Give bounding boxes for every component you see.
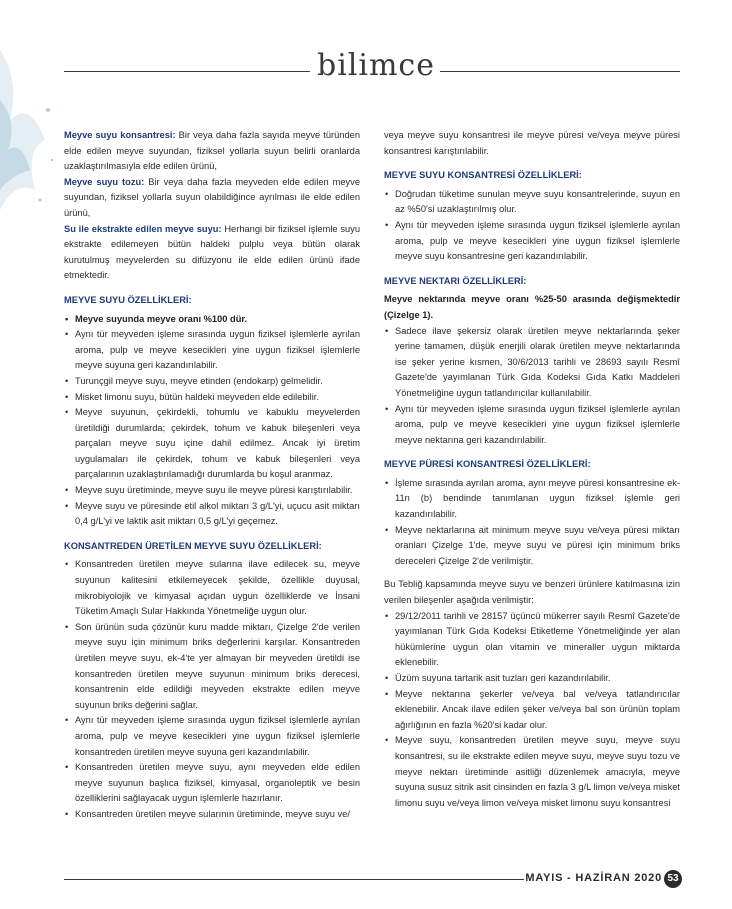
list-item: • İşleme sırasında ayrılan aroma, aynı meyve püresi konsantresine ek-11n (b) bendinde tanımlanan uygun fiziksel işlemle geri kazandırılabilir. (384, 476, 680, 523)
page-number-badge: 53 (664, 870, 682, 888)
bold-paragraph: Meyve nektarında meyve oranı %25-50 arasında değişmektedir (Çizelge 1). (384, 294, 680, 320)
bullet-list (384, 187, 680, 265)
bullet-list (64, 312, 360, 530)
bullet-list (384, 476, 680, 570)
definition-text: Bir veya daha fazla sayıda meyve türünden elde edilen meyve suyundan, fiziksel yollarla suyun belirli oranlarda uzaklaştırılmasıyla elde edilen ürünü, (64, 130, 360, 172)
list-item: • Aynı tür meyveden işleme sırasında uygun fiziksel işlemlerle ayrılan aroma, pulp ve meyve kesecikleri yine uygun fiziksel işlemlerle meyve nektarına geri kazandırılabilir. (384, 402, 680, 449)
left-column (64, 128, 360, 823)
section-heading: MEYVE SUYU KONSANTRESİ ÖZELLİKLERİ: (384, 170, 582, 181)
list-item: • Turunçgil meyve suyu, meyve etinden (endokarp) gelmelidir. (64, 374, 360, 390)
body-paragraph: Bu Tebliğ kapsamında meyve suyu ve benzeri ürünlere katılmasına izin verilen bileşenler aşağıda verilmiştir: (384, 579, 680, 606)
body-paragraph: veya meyve suyu konsantresi ile meyve püresi ve/veya meyve püresi konsantresi karıştırılabilir. (384, 130, 680, 156)
definition-term: Meyve suyu tozu: (64, 176, 145, 187)
section-heading: KONSANTREDEN ÜRETİLEN MEYVE SUYU ÖZELLİKLERİ: (64, 540, 322, 551)
definition-text: Herhangi bir fiziksel işlemle suyu ekstrakte edilemeyen bütün haldeki pulplu veya bütün olarak kurutulmuş meyvelerden su difüzyonu ile elde edilen ürünü ifade etmektedir. (64, 223, 360, 281)
footer-rule (64, 879, 524, 880)
header-rule-left (64, 71, 310, 72)
section-heading: MEYVE SUYU ÖZELLİKLERİ: (64, 294, 192, 305)
bullet-list (64, 557, 360, 822)
list-item: • Üzüm suyuna tartarik asit tuzları geri kazandırılabilir. (384, 671, 680, 687)
list-item: • Meyve suyunun, çekirdekli, tohumlu ve kabuklu meyvelerden üretildiği durumlarda; çekirdek, tohum ve kabuk bileşenleri veya parçaları meyve suyu içine dahil edilmez. Ancak iyi üretim uygulamaları ile çekirdek, tohum ve kabuk bileşenleri veya parçalarının uzaklaştırılamadığı durumlarda bu koşul aranmaz. (64, 405, 360, 483)
list-item: • Meyve suyu ve püresinde etil alkol miktarı 3 g/L'yi, uçucu asit miktarı 0,4 g/L'yi ve laktik asit miktarı 0,5 g/L'yi geçemez. (64, 499, 360, 530)
section-title: bilimce (317, 48, 435, 83)
list-item: • Meyve nektarlarına ait minimum meyve suyu ve/veya püresi miktarı oranları Çizelge 1'de, meyve suyu ve püresi için minimum briks dereceleri Çizelge 2'de verilmiştir. (384, 523, 680, 570)
definition-term: Su ile ekstrakte edilen meyve suyu: (64, 223, 222, 234)
issue-date: MAYIS - HAZİRAN 2020 (525, 872, 662, 884)
section-heading: MEYVE NEKTARI ÖZELLİKLERİ: (384, 275, 527, 286)
list-item: • 29/12/2011 tarihli ve 28157 üçüncü mükerrer sayılı Resmî Gazete'de yayımlanan Türk Gıda Kodeksi Etiketleme Yönetmeliğinde yer alan hükümlerine uygun olan vitamin ve mineraller uygun miktarda eklenebilir. (384, 609, 680, 671)
definition-paragraph (64, 175, 360, 222)
bullet-list (384, 324, 680, 449)
list-item: • Aynı tür meyveden işleme sırasında uygun fiziksel işlemlerle ayrılan aroma, pulp ve meyve kesecikleri yine uygun fiziksel işlemlerle meyve suyuna geri kazandırılabilir. (64, 327, 360, 374)
list-item: • Misket limonu suyu, bütün haldeki meyveden elde edilebilir. (64, 390, 360, 406)
list-item: • Meyve nektarına şekerler ve/veya bal ve/veya tatlandırıcılar eklenebilir. Ancak ilave edilen şeker ve/veya bal son ürünün toplam ağırlığının en fazla %20'si kadar olur. (384, 687, 680, 734)
list-item: • Meyve suyu üretiminde, meyve suyu ile meyve püresi karıştırılabilir. (64, 483, 360, 499)
header-rule-right (440, 71, 680, 72)
list-item: • Doğrudan tüketime sunulan meyve suyu konsantrelerinde, suyun en az %50'si uzaklaştırılmış olur. (384, 187, 680, 218)
definition-text: Bir veya daha fazla meyveden elde edilen meyve suyundan, fiziksel yollarla suyun olabildiğince ayrılması ile elde edilen ürünü, (64, 176, 360, 218)
list-item: • Konsantreden üretilen meyve sularına ilave edilecek su, meyve suyunun kalitesini etkilemeyecek şekilde, özellikle duyusal, mikrobiyolojik ve kimyasal açıdan uygun özelliklerde ve İnsani Tüketim Amaçlı Sular Hakkında Yönetmeliğe uygun olur. (64, 557, 360, 619)
list-item: • Aynı tür meyveden işleme sırasında uygun fiziksel işlemlerle ayrılan aroma, pulp ve meyve kesecikleri yine uygun fiziksel işlemlerle konsantreden üretilen meyve suyuna geri kazandırılabilir. (64, 713, 360, 760)
list-item: • Aynı tür meyveden işleme sırasında uygun fiziksel işlemlerle ayrılan aroma, pulp ve meyve kesecikleri yine uygun fiziksel işlemlerle meyve suyu konsantresine geri kazandırılabilir. (384, 218, 680, 265)
bullet-list (384, 609, 680, 812)
definition-paragraph (64, 128, 360, 175)
section-heading: MEYVE PÜRESİ KONSANTRESİ ÖZELLİKLERİ: (384, 459, 591, 470)
list-item: • Son ürünün suda çözünür kuru madde miktarı, Çizelge 2'de verilen meyve suyu için minimum briks değerlerini karşılar. Konsantreden üretilen meyve suyu, ek-4'te yer almayan bir meyveden üretildi ise konsantreden üretilen meyve suyunun minimum briks derecesi, konsantrenin elde edildiği meyveden ekstrakte edilen meyve suyunun briks değerini sağlar. (64, 620, 360, 714)
list-item: • Meyve suyu, konsantreden üretilen meyve suyu, meyve suyu konsantresi, su ile ekstrakte edilen meyve suyu, meyve suyu tozu ve meyve nektarı üretiminde asitliği düzenlemek amacıyla, meyve suyuna susuz sitrik asit cinsinden en fazla 3 g/L limon ve/veya misket limonu suyu ve/veya limon ve/veya misket limonu suyu konsantresi (384, 733, 680, 811)
spacer (384, 569, 680, 577)
list-item: • Sadece ilave şekersiz olarak üretilen meyve nektarlarında şeker yerine tamamen, düşük enerjili olarak üretilen meyve nektarlarında ise şeker yerine kısmen, 30/6/2013 tarihli ve 28693 sayılı Resmî Gazete'de yayımlanan Türk Gıda Kodeksi Gıda Katkı Maddeleri Yönetmeliğine uygun tatlandırıcılar kullanılabilir. (384, 324, 680, 402)
definition-paragraph (64, 222, 360, 284)
list-item: • Konsantreden üretilen meyve suyu, aynı meyveden elde edilen meyve suyunun başlıca fiziksel, kimyasal, organoleptik ve besin özelliklerini sağlayacak uygun işlemlerle hazırlanır. (64, 760, 360, 807)
water-splash-decoration (0, 40, 60, 240)
list-item: • Konsantreden üretilen meyve sularının üretiminde, meyve suyu ve/ (64, 807, 360, 823)
definition-term: Meyve suyu konsantresi: (64, 130, 176, 140)
right-column (384, 128, 680, 811)
list-item: • Meyve suyunda meyve oranı %100 dür. (64, 312, 360, 328)
